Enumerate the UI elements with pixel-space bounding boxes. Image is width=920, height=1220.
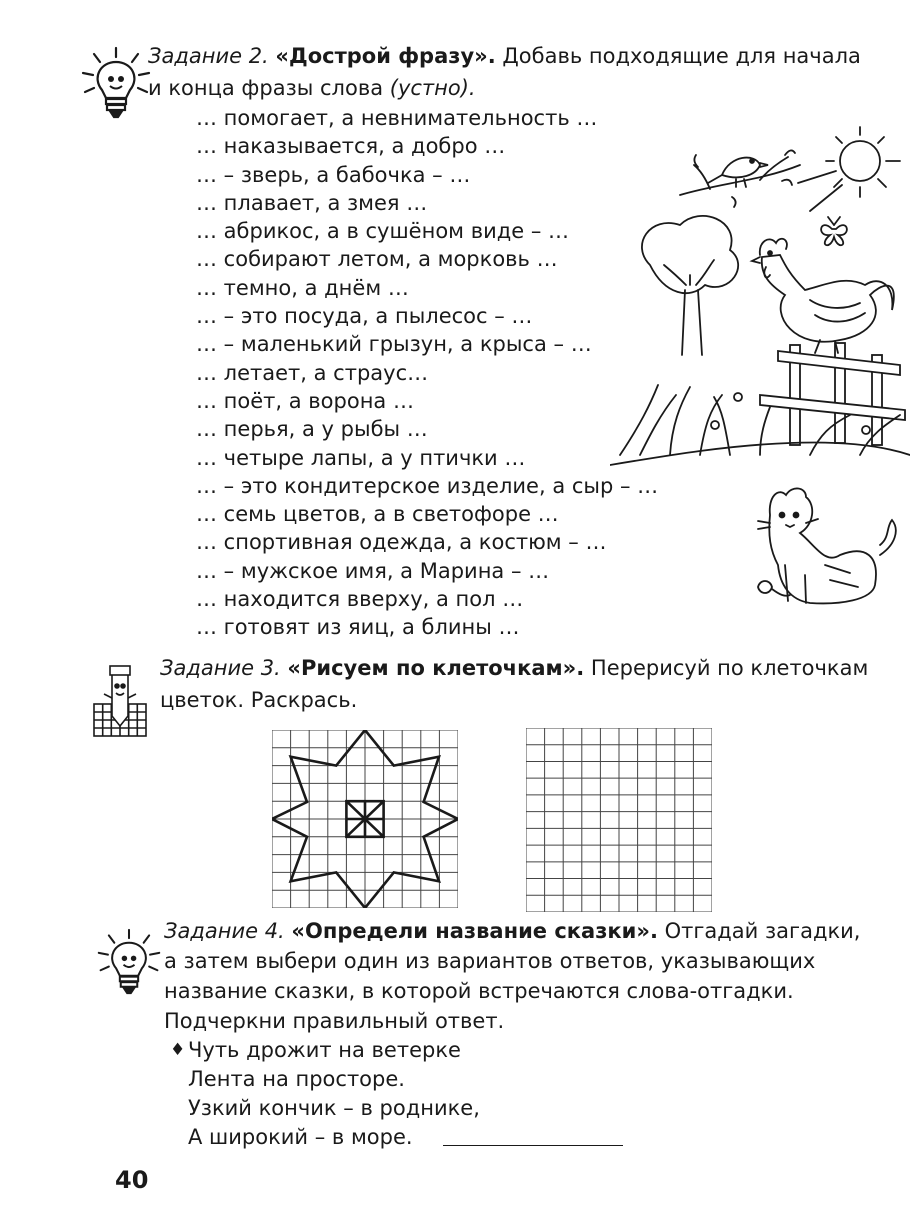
page-number: 40: [115, 1166, 149, 1194]
phrase-item: … – это посуда, а пылесос – …: [196, 304, 533, 329]
pencil-grid-icon: [92, 664, 148, 738]
task2-label: Задание 2.: [148, 44, 269, 68]
phrase-item: … плавает, а змея …: [196, 190, 428, 215]
task4-name: «Определи название сказки».: [291, 919, 658, 943]
task4-label: Задание 4.: [164, 919, 285, 943]
phrase-item: … поёт, а ворона …: [196, 388, 414, 413]
phrase-item: … четыре лапы, а у птички …: [196, 445, 526, 470]
phrase-item: … – зверь, а бабочка – …: [196, 162, 471, 187]
riddle-line: Узкий кончик – в роднике,: [188, 1096, 480, 1120]
task3-header: [160, 652, 916, 716]
riddle-line-last: [188, 1123, 623, 1152]
fence-icon: [760, 343, 905, 445]
task3-label: Задание 3.: [160, 656, 281, 680]
task3-text-line2: цветок. Раскрась.: [160, 688, 358, 712]
task4-text-line1: Отгадай загадки,: [664, 919, 861, 943]
task2-note: (устно).: [389, 76, 476, 100]
pattern-grid: [272, 730, 458, 908]
phrase-list: [196, 104, 658, 642]
empty-drawing-grid[interactable]: [526, 728, 712, 912]
phrase-item: … перья, а у рыбы …: [196, 417, 428, 442]
task4-text-line4: Подчеркни правильный ответ.: [164, 1009, 505, 1033]
phrase-item: … темно, а днём …: [196, 275, 409, 300]
phrase-item: … наказывается, а добро …: [196, 134, 506, 159]
task4-text-line3: название сказки, в которой встречаются слова-отгадки.: [164, 979, 794, 1003]
phrase-item: … – это кондитерское изделие, а сыр – …: [196, 473, 659, 498]
diamond-bullet-icon: ♦: [170, 1040, 186, 1060]
task2-text-line2: и конца фразы слова: [148, 76, 384, 100]
cat-icon: [758, 488, 896, 603]
phrase-item: … спортивная одежда, а костюм – …: [196, 530, 607, 555]
butterfly-icon: [821, 217, 847, 245]
phrase-item: … – маленький грызун, а крыса – …: [196, 332, 592, 357]
phrase-item: … – мужское имя, а Марина – …: [196, 558, 550, 583]
riddle-line: Чуть дрожит на ветерке: [188, 1038, 461, 1062]
task2-header: [148, 40, 908, 104]
sun-icon: [798, 127, 900, 211]
farm-illustration: [610, 125, 910, 620]
task4-text-line2: а затем выбери один из вариантов ответов, указывающих: [164, 949, 816, 973]
task2-text-line1: Добавь подходящие для начала: [502, 44, 861, 68]
phrase-item: … летает, а страус…: [196, 360, 429, 385]
riddle-line: Лента на просторе.: [188, 1067, 405, 1091]
bird-icon: [680, 150, 800, 207]
task2-name: «Дострой фразу».: [275, 44, 496, 68]
lightbulb-icon: [80, 46, 152, 120]
task3-text-line1: Перерисуй по клеточкам: [590, 656, 869, 680]
answer-line[interactable]: [443, 1145, 623, 1146]
phrase-item: … семь цветов, а в светофоре …: [196, 502, 559, 527]
tree-icon: [642, 216, 738, 355]
phrase-item: … готовят из яиц, а блины …: [196, 615, 520, 640]
rooster-icon: [752, 239, 894, 353]
riddle: [170, 1036, 623, 1152]
task4-header: [164, 916, 918, 1036]
phrase-item: … собирают летом, а морковь …: [196, 247, 558, 272]
phrase-item: … находится вверху, а пол …: [196, 587, 524, 612]
phrase-item: … абрикос, а в сушёном виде – …: [196, 219, 570, 244]
lightbulb-icon: [96, 926, 162, 998]
phrase-item: … помогает, а невнимательность …: [196, 106, 598, 130]
riddle-line-text: А широкий – в море.: [188, 1125, 413, 1149]
task3-name: «Рисуем по клеточкам».: [287, 656, 585, 680]
